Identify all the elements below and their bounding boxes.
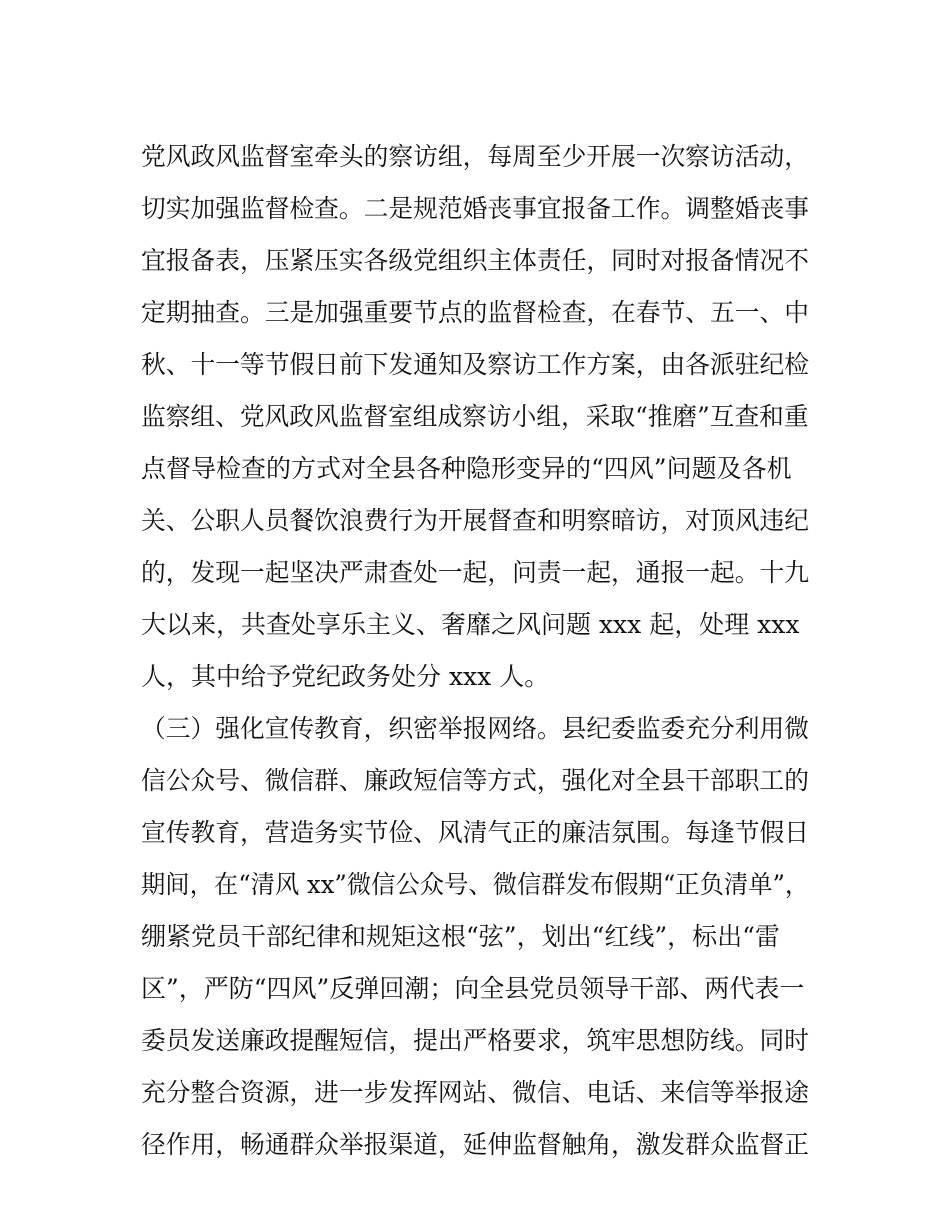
body-text-line: 人，其中给予党纪政务处分 xxx 人。 [141,662,550,691]
body-text-line: 监察组、党风政风监督室组成察访小组，采取“推磨”互查和重 [141,402,809,431]
body-text-line: 径作用，畅通群众举报渠道，延伸监督触角，激发群众监督正 [141,1130,809,1159]
body-text-line: 宣传教育，营造务实节俭、风清气正的廉洁氛围。每逢节假日 [141,818,809,847]
body-text-line: 关、公职人员餐饮浪费行为开展督查和明察暗访，对顶风违纪 [141,506,809,535]
body-text-line: 的，发现一起坚决严肃查处一起，问责一起，通报一起。十九 [141,558,809,587]
body-text-line: 切实加强监督检查。二是规范婚丧事宜报备工作。调整婚丧事 [141,194,809,223]
body-text-line: 点督导检查的方式对全县各种隐形变异的“四风”问题及各机 [141,454,792,483]
body-text-line: 充分整合资源，进一步发挥网站、微信、电话、来信等举报途 [141,1078,809,1107]
body-text-line: 信公众号、微信群、廉政短信等方式，强化对全县干部职工的 [141,766,809,795]
body-text-line: 秋、十一等节假日前下发通知及察访工作方案，由各派驻纪检 [141,350,809,379]
body-text-line: 委员发送廉政提醒短信，提出严格要求，筑牢思想防线。同时 [141,1026,809,1055]
section-heading-line: （三）强化宣传教育，织密举报网络。县纪委监委充分利用微 [141,714,809,743]
body-text-line: 定期抽查。三是加强重要节点的监督检查，在春节、五一、中 [141,298,809,327]
body-text-line: 大以来，共查处享乐主义、奢靡之风问题 xxx 起，处理 xxx [141,610,800,639]
body-text-line: 期间，在“清风 xx”微信公众号、微信群发布假期“正负清单”， [141,870,810,899]
body-text-line: 区”，严防“四风”反弹回潮；向全县党员领导干部、两代表一 [141,974,805,1003]
body-text-line: 党风政风监督室牵头的察访组，每周至少开展一次察访活动， [141,142,809,171]
body-text-line: 宜报备表，压紧压实各级党组织主体责任，同时对报备情况不 [141,246,809,275]
body-text-line: 绷紧党员干部纪律和规矩这根“弦”，划出“红线”，标出“雷 [141,922,780,951]
